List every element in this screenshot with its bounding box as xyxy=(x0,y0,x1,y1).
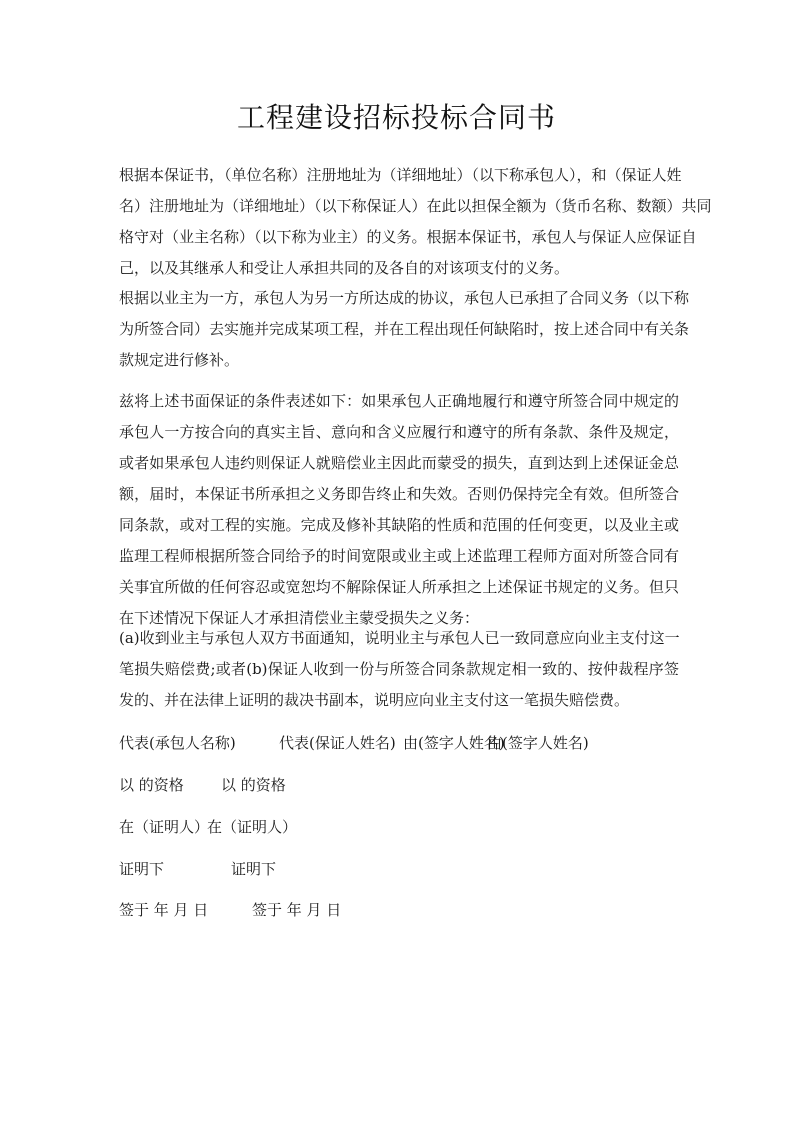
text-line: 监理工程师根据所签合同给予的时间宽限或业主或上述监理工程师方面对所签合同有 xyxy=(119,547,679,565)
contractor-witnessed-label: 证明下 xyxy=(119,860,165,878)
text-line: 根据以业主为一方，承包人为另一方所达成的协议，承包人已承担了合同义务（以下称 xyxy=(119,289,690,307)
guarantor-capacity-label: 以 的资格 xyxy=(221,776,286,794)
text-line: 款规定进行修补。 xyxy=(119,351,240,369)
text-line: 额，届时，本保证书所承担之义务即告终止和失效。否则仍保持完全有效。但所签合 xyxy=(119,485,679,503)
guarantor-sign-date-label: 签于 年 月 日 xyxy=(252,901,342,919)
text-line: 或者如果承包人违约则保证人就赔偿业主因此而蒙受的损失，直到达到上述保证金总 xyxy=(119,454,679,472)
text-line: 为所签合同）去实施并完成某项工程，并在工程出现任何缺陷时，按上述合同中有关条 xyxy=(119,320,690,338)
guarantor-representative-label: 代表(保证人姓名) xyxy=(279,734,396,752)
text-line: 在下述情况下保证人才承担清偿业主蒙受损失之义务： xyxy=(119,609,480,627)
contractor-witness-label: 在（证明人） xyxy=(119,818,210,836)
document-title: 工程建设招标投标合同书 xyxy=(236,101,556,134)
text-line: 关事宜所做的任何容忍或宽恕均不解除保证人所承担之上述保证书规定的义务。但只 xyxy=(119,578,679,596)
contractor-sign-date-label: 签于 年 月 日 xyxy=(119,901,209,919)
contractor-representative-label: 代表(承包人名称) xyxy=(119,734,236,752)
text-line: 己，以及其继承人和受让人承担共同的及各自的对该项支付的义务。 xyxy=(119,259,570,277)
guarantor-signatory-label: 由(签字人姓名) xyxy=(487,734,589,752)
paragraph-conditions xyxy=(119,386,679,634)
text-line: 格守对（业主名称）（以下称为业主）的义务。根据本保证书，承包人与保证人应保证自 xyxy=(119,228,697,246)
paragraph-guarantee-intro xyxy=(119,160,712,284)
text-line: 根据本保证书，（单位名称）注册地址为（详细地址）（以下称承包人），和（保证人姓 xyxy=(119,166,682,184)
text-line: 承包人一方按合向的真实主旨、意向和含义应履行和遵守的所有条款、条件及规定， xyxy=(119,423,679,441)
text-line: 发的、并在法律上证明的裁决书副本，说明应向业主支付这一笔损失赔偿费。 xyxy=(119,691,630,709)
text-line: 名）注册地址为（详细地址）（以下称保证人）在此以担保全额为（货币名称、数额）共同 xyxy=(119,197,712,215)
text-line: 笔损失赔偿费;或者(b)保证人收到一份与所签合同条款规定相一致的、按仲裁程序签 xyxy=(119,660,679,678)
guarantor-witnessed-label: 证明下 xyxy=(231,860,277,878)
text-line: (a)收到业主与承包人双方书面通知，说明业主与承包人已一致同意应向业主支付这一 xyxy=(119,629,680,647)
text-line: 兹将上述书面保证的条件表述如下：如果承包人正确地履行和遵守所签合同中规定的 xyxy=(119,392,679,410)
guarantor-witness-label: 在（证明人） xyxy=(207,818,298,836)
paragraph-compensation-cases xyxy=(119,623,679,716)
text-line: 同条款，或对工程的实施。完成及修补其缺陷的性质和范围的任何变更，以及业主或 xyxy=(119,516,679,534)
paragraph-contract-agreement xyxy=(119,283,690,376)
contractor-capacity-label: 以 的资格 xyxy=(119,776,184,794)
contractor-signatory-label: 由(签字人姓名) xyxy=(403,734,505,752)
